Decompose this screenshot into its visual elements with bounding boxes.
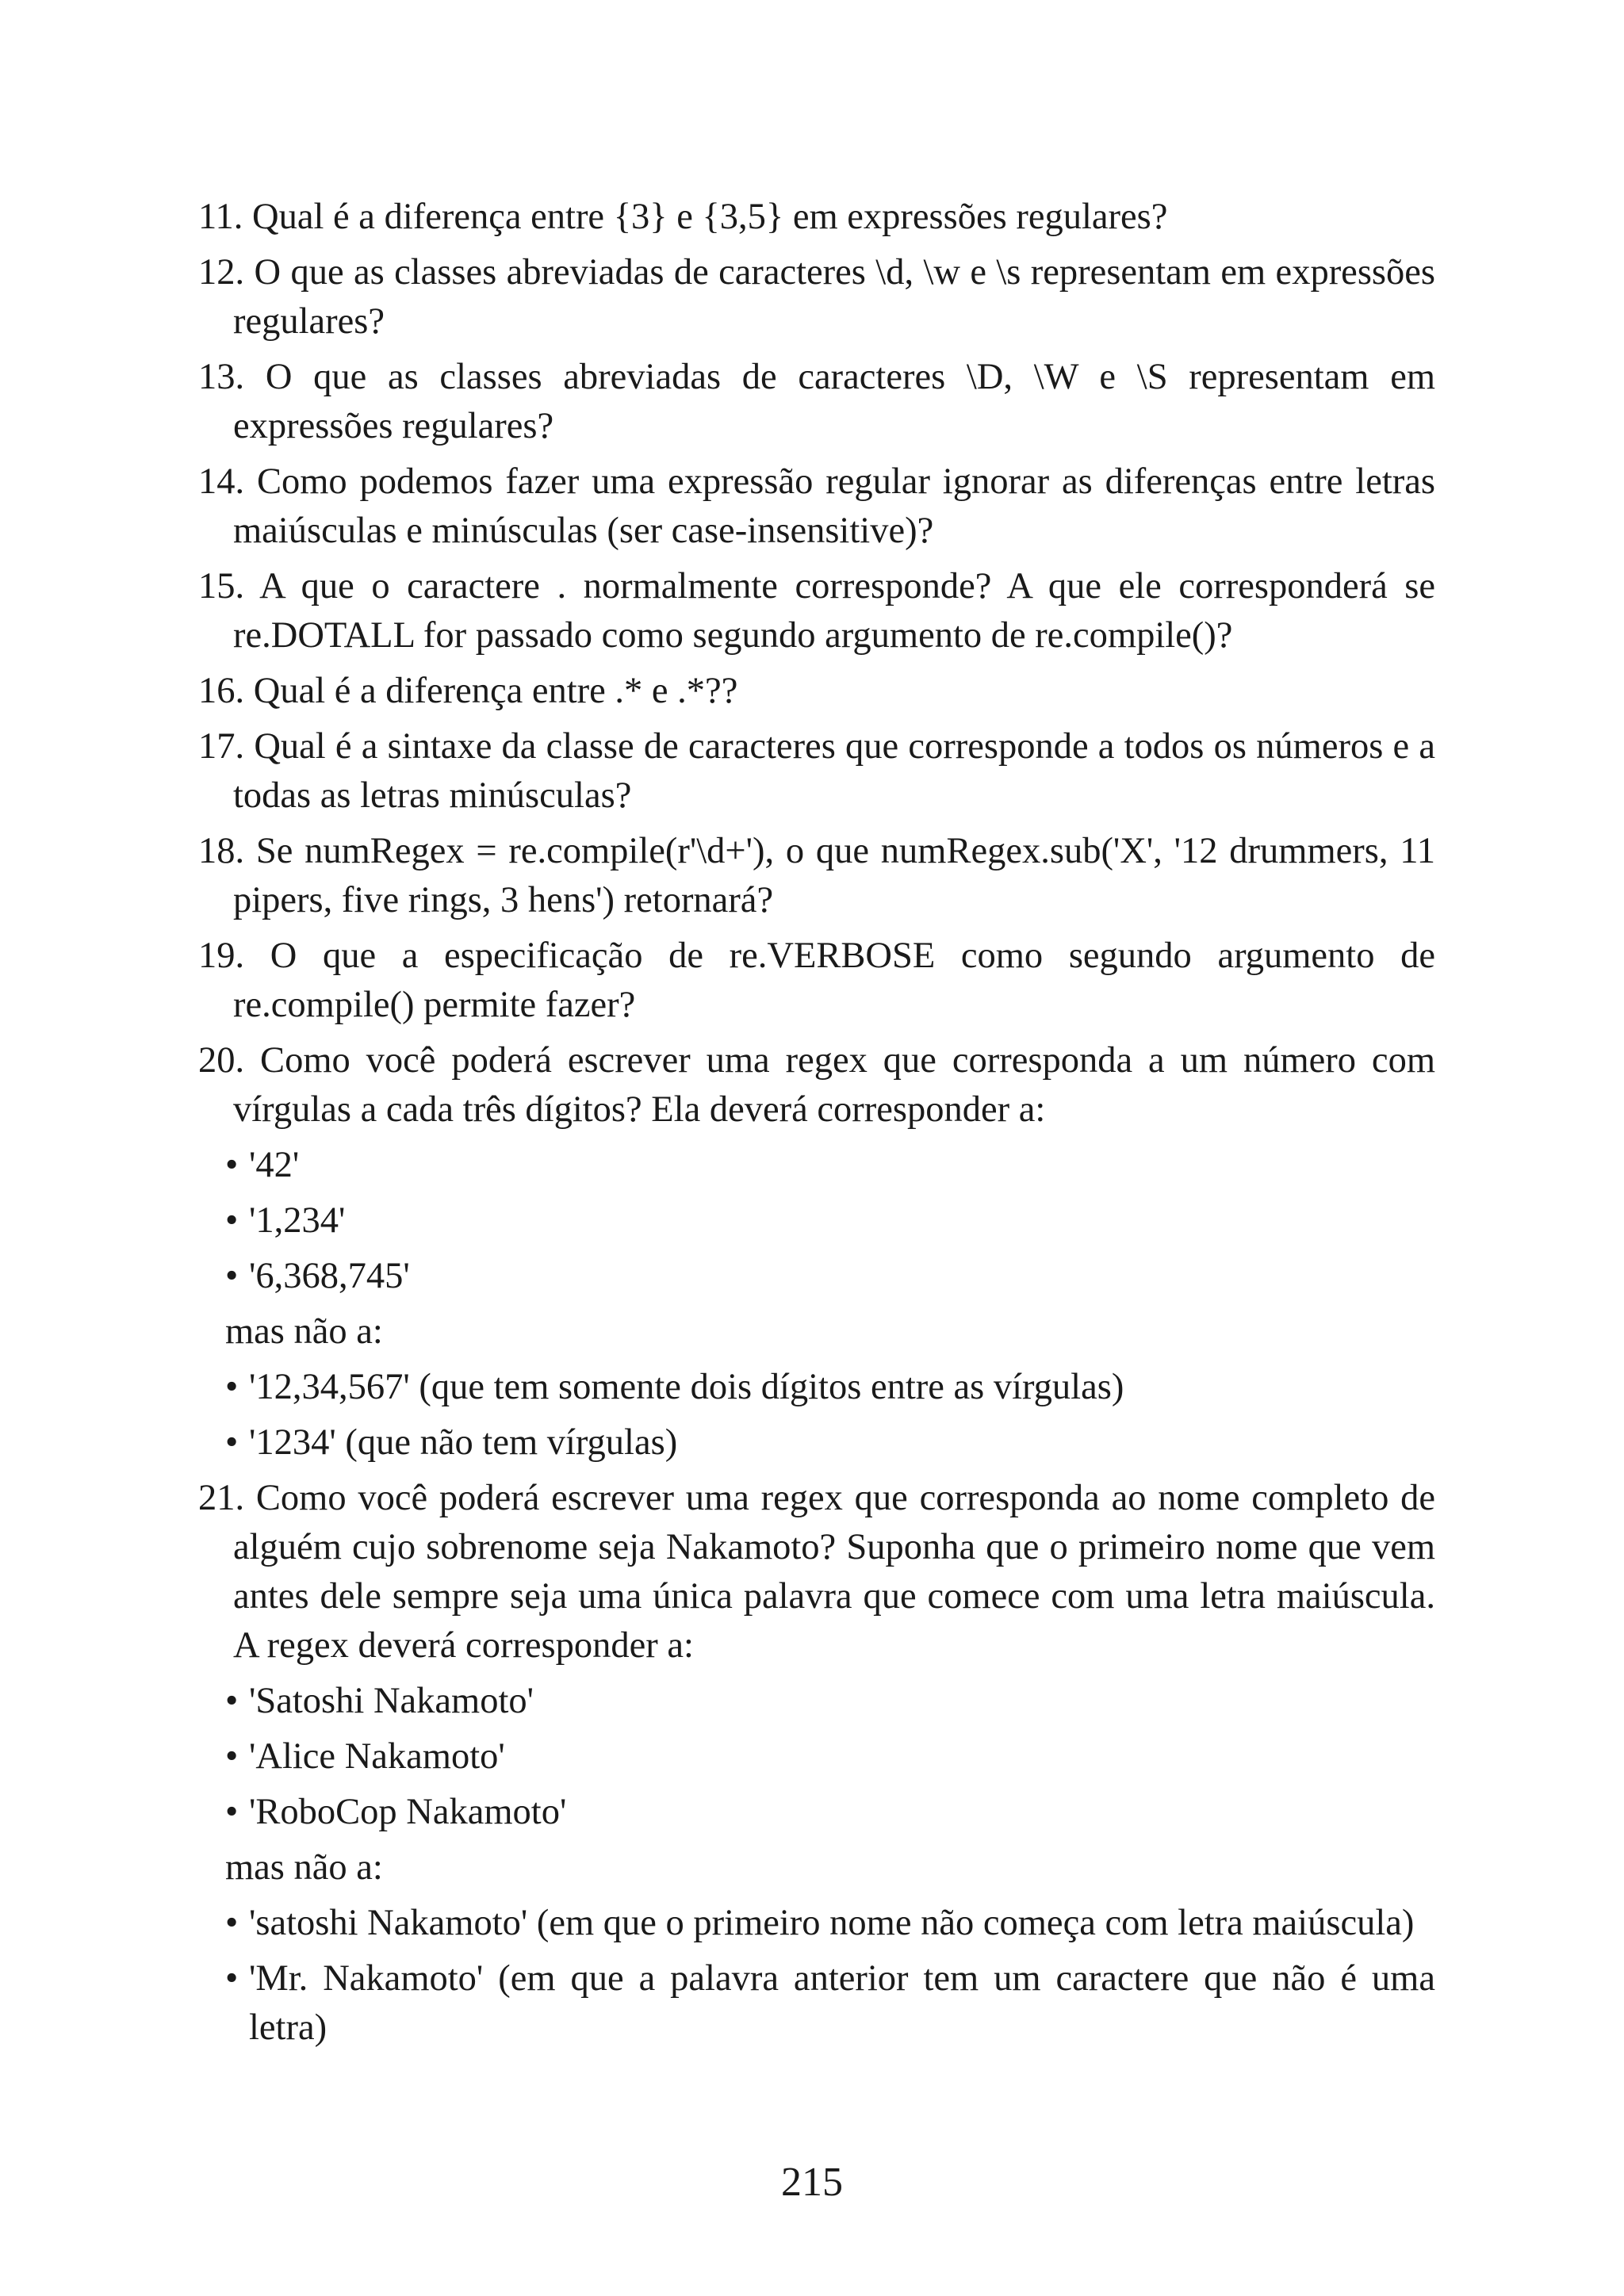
question-14: 14. Como podemos fazer uma expressão regular ignorar as diferenças entre letras maiúsculas e minúsculas (ser case-insensitive)? — [198, 461, 1435, 551]
q21-no-match-1: 'satoshi Nakamoto' (em que o primeiro nome não começa com letra maiúscula) — [249, 1903, 1415, 1943]
bullet: • — [225, 1422, 239, 1463]
q21-match-3: 'RoboCop Nakamoto' — [249, 1792, 567, 1832]
question-21: 21. Como você poderá escrever uma regex que corresponda ao nome completo de alguém cujo sobrenome seja Nakamoto? Suponha que o primeiro nome que vem antes dele sempre seja uma única palavra que comece com uma letra maiúscula. A regex deverá corresponder a: — [198, 1478, 1435, 1666]
bullet: • — [225, 1736, 239, 1777]
list-item — [225, 1954, 1435, 2053]
bullet: • — [225, 1792, 239, 1832]
page-number: 215 — [781, 2160, 843, 2205]
exercise-list — [198, 193, 1435, 2059]
question-15: 15. A que o caractere . normalmente corresponde? A que ele corresponderá se re.DOTALL for passado como segundo argumento de re.compile()? — [198, 566, 1435, 656]
q20-match-3: '6,368,745' — [249, 1256, 410, 1296]
list-item — [225, 1141, 1435, 1190]
bullet: • — [225, 1256, 239, 1296]
q21-match-2: 'Alice Nakamoto' — [249, 1736, 505, 1777]
question-12: 12. O que as classes abreviadas de caracteres \d, \w e \s representam em expressões regulares? — [198, 252, 1435, 342]
question-19: 19. O que a especificação de re.VERBOSE como segundo argumento de re.compile() permite fazer? — [198, 936, 1435, 1025]
bullet: • — [225, 1367, 239, 1407]
q20-match-2: '1,234' — [249, 1200, 346, 1241]
q20-match-1: '42' — [249, 1145, 300, 1185]
list-item — [225, 1363, 1435, 1412]
q20-no-match-1: '12,34,567' (que tem somente dois dígitos entre as vírgulas) — [249, 1367, 1124, 1407]
q20-no-match-2: '1234' (que não tem vírgulas) — [249, 1422, 678, 1463]
question-13: 13. O que as classes abreviadas de caracteres \D, \W e \S representam em expressões regulares? — [198, 357, 1435, 446]
q21-but-not-label: mas não a: — [225, 1847, 383, 1888]
q20-but-not-label: mas não a: — [225, 1311, 383, 1352]
bullet: • — [225, 1903, 239, 1943]
list-item — [225, 1252, 1435, 1301]
question-11: 11. Qual é a diferença entre {3} e {3,5} em expressões regulares? — [198, 197, 1168, 237]
list-item — [225, 1732, 1435, 1781]
q21-match-1: 'Satoshi Nakamoto' — [249, 1681, 534, 1721]
q21-no-match-2: 'Mr. Nakamoto' (em que a palavra anterior tem um caractere que não é uma letra) — [249, 1958, 1435, 2048]
question-16: 16. Qual é a diferença entre .* e .*?? — [198, 671, 738, 711]
bullet: • — [225, 1681, 239, 1721]
question-20: 20. Como você poderá escrever uma regex que corresponda a um número com vírgulas a cada três dígitos? Ela deverá corresponder a: — [198, 1040, 1435, 1130]
bullet: • — [225, 1145, 239, 1185]
list-item — [225, 1899, 1435, 1948]
list-item — [225, 1788, 1435, 1837]
question-17: 17. Qual é a sintaxe da classe de caracteres que corresponde a todos os números e a todas as letras minúsculas? — [198, 726, 1435, 816]
question-18: 18. Se numRegex = re.compile(r'\d+'), o que numRegex.sub('X', '12 drummers, 11 pipers, five rings, 3 hens') retornará? — [198, 831, 1435, 920]
list-item — [225, 1677, 1435, 1726]
list-item — [225, 1418, 1435, 1468]
list-item — [225, 1196, 1435, 1246]
bullet: • — [225, 1958, 239, 1999]
bullet: • — [225, 1200, 239, 1241]
